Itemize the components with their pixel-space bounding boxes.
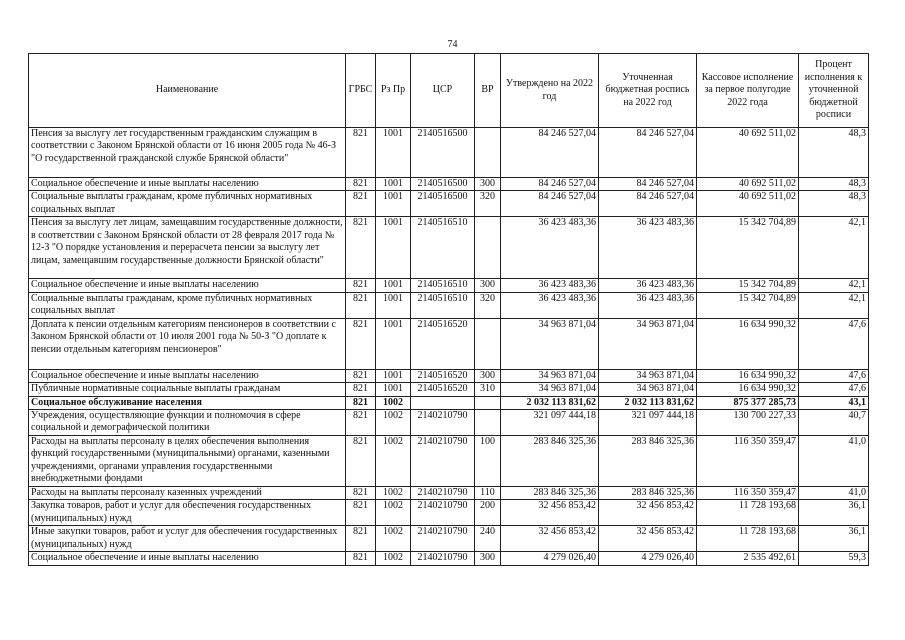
table-row xyxy=(29,396,869,409)
header-approved: Утверждено на 2022 год xyxy=(501,54,599,128)
cell-percent: 40,7 xyxy=(799,410,869,436)
cell-rzpr: 1001 xyxy=(376,318,411,369)
cell-vr xyxy=(475,410,501,436)
table-row xyxy=(29,318,869,369)
table-body xyxy=(29,128,869,566)
cell-csr: 2140210790 xyxy=(411,410,475,436)
cell-cash: 2 535 492,61 xyxy=(697,552,799,565)
cell-percent: 48,3 xyxy=(799,178,869,191)
cell-csr: 2140516510 xyxy=(411,292,475,318)
cell-rzpr: 1001 xyxy=(376,128,411,178)
cell-percent: 41,0 xyxy=(799,487,869,500)
cell-percent: 59,3 xyxy=(799,552,869,565)
cell-rzpr: 1002 xyxy=(376,396,411,409)
cell-vr xyxy=(475,318,501,369)
header-name: Наименование xyxy=(29,54,346,128)
cell-percent: 43,1 xyxy=(799,396,869,409)
cell-vr xyxy=(475,128,501,178)
cell-refined: 36 423 483,36 xyxy=(599,279,697,292)
cell-grbs: 821 xyxy=(346,410,376,436)
table-row xyxy=(29,436,869,487)
cell-cash: 130 700 227,33 xyxy=(697,410,799,436)
cell-approved: 283 846 325,36 xyxy=(501,436,599,487)
cell-name: Социальное обеспечение и иные выплаты населению xyxy=(29,178,346,191)
cell-cash: 11 728 193,68 xyxy=(697,500,799,526)
budget-table xyxy=(28,53,869,566)
cell-vr xyxy=(475,217,501,279)
cell-grbs: 821 xyxy=(346,217,376,279)
cell-csr: 2140210790 xyxy=(411,552,475,565)
cell-rzpr: 1001 xyxy=(376,383,411,396)
cell-csr: 2140516510 xyxy=(411,217,475,279)
cell-vr: 300 xyxy=(475,279,501,292)
cell-grbs: 821 xyxy=(346,436,376,487)
cell-vr: 300 xyxy=(475,369,501,382)
cell-grbs: 821 xyxy=(346,526,376,552)
cell-approved: 84 246 527,04 xyxy=(501,178,599,191)
cell-approved: 34 963 871,04 xyxy=(501,318,599,369)
cell-percent: 47,6 xyxy=(799,318,869,369)
cell-cash: 16 634 990,32 xyxy=(697,383,799,396)
cell-name: Учреждения, осуществляющие функции и полномочия в сфере социальной и демографической политики xyxy=(29,410,346,436)
cell-csr: 2140516500 xyxy=(411,128,475,178)
cell-approved: 84 246 527,04 xyxy=(501,191,599,217)
cell-rzpr: 1002 xyxy=(376,526,411,552)
cell-csr: 2140210790 xyxy=(411,500,475,526)
cell-csr: 2140210790 xyxy=(411,526,475,552)
cell-approved: 32 456 853,42 xyxy=(501,500,599,526)
cell-name: Социальные выплаты гражданам, кроме публичных нормативных социальных выплат xyxy=(29,191,346,217)
cell-vr: 200 xyxy=(475,500,501,526)
cell-vr: 310 xyxy=(475,383,501,396)
cell-approved: 321 097 444,18 xyxy=(501,410,599,436)
cell-grbs: 821 xyxy=(346,279,376,292)
cell-percent: 42,1 xyxy=(799,292,869,318)
cell-refined: 84 246 527,04 xyxy=(599,128,697,178)
cell-name: Социальные выплаты гражданам, кроме публичных нормативных социальных выплат xyxy=(29,292,346,318)
table-row xyxy=(29,487,869,500)
table-row xyxy=(29,217,869,279)
header-csr: ЦСР xyxy=(411,54,475,128)
cell-grbs: 821 xyxy=(346,552,376,565)
cell-rzpr: 1002 xyxy=(376,552,411,565)
cell-approved: 36 423 483,36 xyxy=(501,217,599,279)
cell-name: Закупка товаров, работ и услуг для обеспечения государственных (муниципальных) нужд xyxy=(29,500,346,526)
header-grbs: ГРБС xyxy=(346,54,376,128)
cell-rzpr: 1001 xyxy=(376,191,411,217)
cell-grbs: 821 xyxy=(346,383,376,396)
cell-name: Доплата к пенсии отдельным категориям пенсионеров в соответствии с Законом Брянской области от 10 июля 2001 года № 50-З "О доплате к пенсии отдельным категориям пенсионеров" xyxy=(29,318,346,369)
cell-percent: 47,6 xyxy=(799,369,869,382)
cell-approved: 36 423 483,36 xyxy=(501,292,599,318)
cell-cash: 16 634 990,32 xyxy=(697,369,799,382)
cell-grbs: 821 xyxy=(346,487,376,500)
cell-percent: 48,3 xyxy=(799,191,869,217)
cell-csr: 2140516500 xyxy=(411,191,475,217)
cell-csr: 2140516520 xyxy=(411,318,475,369)
cell-name: Социальное обеспечение и иные выплаты населению xyxy=(29,369,346,382)
cell-percent: 47,6 xyxy=(799,383,869,396)
cell-approved: 34 963 871,04 xyxy=(501,369,599,382)
cell-csr: 2140210790 xyxy=(411,436,475,487)
cell-vr: 300 xyxy=(475,552,501,565)
cell-rzpr: 1001 xyxy=(376,279,411,292)
cell-grbs: 821 xyxy=(346,178,376,191)
cell-percent: 36,1 xyxy=(799,526,869,552)
cell-cash: 15 342 704,89 xyxy=(697,217,799,279)
cell-cash: 40 692 511,02 xyxy=(697,191,799,217)
cell-refined: 4 279 026,40 xyxy=(599,552,697,565)
cell-refined: 84 246 527,04 xyxy=(599,178,697,191)
cell-name: Пенсия за выслугу лет лицам, замещавшим государственные должности, в соответствии с Законом Брянской области от 28 февраля 2017 года № 12-З "О порядке установления и перерасчета пенсии за выслугу лет лицам, замещавшим государственные должности Брянской области" xyxy=(29,217,346,279)
cell-approved: 34 963 871,04 xyxy=(501,383,599,396)
header-percent: Процент исполнения к уточненной бюджетной росписи xyxy=(799,54,869,128)
cell-rzpr: 1002 xyxy=(376,410,411,436)
cell-cash: 15 342 704,89 xyxy=(697,279,799,292)
table-row xyxy=(29,178,869,191)
cell-cash: 40 692 511,02 xyxy=(697,128,799,178)
cell-grbs: 821 xyxy=(346,318,376,369)
cell-percent: 42,1 xyxy=(799,279,869,292)
cell-cash: 116 350 359,47 xyxy=(697,436,799,487)
cell-name: Социальное обслуживание населения xyxy=(29,396,346,409)
cell-refined: 32 456 853,42 xyxy=(599,500,697,526)
cell-approved: 283 846 325,36 xyxy=(501,487,599,500)
cell-rzpr: 1001 xyxy=(376,217,411,279)
cell-cash: 16 634 990,32 xyxy=(697,318,799,369)
cell-cash: 15 342 704,89 xyxy=(697,292,799,318)
cell-csr: 2140516500 xyxy=(411,178,475,191)
table-row xyxy=(29,191,869,217)
cell-rzpr: 1001 xyxy=(376,178,411,191)
header-vr: ВР xyxy=(475,54,501,128)
cell-vr: 240 xyxy=(475,526,501,552)
cell-approved: 2 032 113 831,62 xyxy=(501,396,599,409)
cell-grbs: 821 xyxy=(346,500,376,526)
table-row xyxy=(29,552,869,565)
cell-refined: 2 032 113 831,62 xyxy=(599,396,697,409)
header-cash: Кассовое исполнение за первое полугодие 2022 года xyxy=(697,54,799,128)
cell-csr: 2140516510 xyxy=(411,279,475,292)
cell-percent: 36,1 xyxy=(799,500,869,526)
cell-name: Публичные нормативные социальные выплаты гражданам xyxy=(29,383,346,396)
cell-rzpr: 1001 xyxy=(376,369,411,382)
cell-approved: 36 423 483,36 xyxy=(501,279,599,292)
table-header-row xyxy=(29,54,869,128)
cell-cash: 875 377 285,73 xyxy=(697,396,799,409)
cell-grbs: 821 xyxy=(346,191,376,217)
table-row xyxy=(29,500,869,526)
table-row xyxy=(29,526,869,552)
cell-name: Расходы на выплаты персоналу в целях обеспечения выполнения функций государственными (муниципальными) органами, казенными учреждениями, органами управления государственными внебюджетными фондами xyxy=(29,436,346,487)
cell-name: Социальное обеспечение и иные выплаты населению xyxy=(29,279,346,292)
cell-refined: 32 456 853,42 xyxy=(599,526,697,552)
table-row xyxy=(29,410,869,436)
cell-refined: 321 097 444,18 xyxy=(599,410,697,436)
cell-refined: 36 423 483,36 xyxy=(599,217,697,279)
cell-refined: 34 963 871,04 xyxy=(599,383,697,396)
cell-grbs: 821 xyxy=(346,369,376,382)
cell-csr: 2140516520 xyxy=(411,369,475,382)
header-rzpr: Рз Пр xyxy=(376,54,411,128)
cell-vr: 320 xyxy=(475,292,501,318)
cell-csr: 2140516520 xyxy=(411,383,475,396)
cell-percent: 41,0 xyxy=(799,436,869,487)
cell-vr: 320 xyxy=(475,191,501,217)
cell-csr xyxy=(411,396,475,409)
cell-refined: 36 423 483,36 xyxy=(599,292,697,318)
table-row xyxy=(29,383,869,396)
cell-cash: 116 350 359,47 xyxy=(697,487,799,500)
header-refined: Уточненная бюджетная роспись на 2022 год xyxy=(599,54,697,128)
cell-cash: 40 692 511,02 xyxy=(697,178,799,191)
cell-vr: 110 xyxy=(475,487,501,500)
cell-rzpr: 1002 xyxy=(376,436,411,487)
cell-rzpr: 1002 xyxy=(376,500,411,526)
cell-rzpr: 1002 xyxy=(376,487,411,500)
table-row xyxy=(29,369,869,382)
table-row xyxy=(29,292,869,318)
cell-refined: 283 846 325,36 xyxy=(599,436,697,487)
cell-csr: 2140210790 xyxy=(411,487,475,500)
cell-vr: 100 xyxy=(475,436,501,487)
cell-name: Расходы на выплаты персоналу казенных учреждений xyxy=(29,487,346,500)
cell-grbs: 821 xyxy=(346,396,376,409)
cell-cash: 11 728 193,68 xyxy=(697,526,799,552)
cell-grbs: 821 xyxy=(346,292,376,318)
table-row xyxy=(29,128,869,178)
cell-grbs: 821 xyxy=(346,128,376,178)
cell-approved: 84 246 527,04 xyxy=(501,128,599,178)
cell-name: Социальное обеспечение и иные выплаты населению xyxy=(29,552,346,565)
cell-rzpr: 1001 xyxy=(376,292,411,318)
cell-vr xyxy=(475,396,501,409)
cell-percent: 42,1 xyxy=(799,217,869,279)
cell-refined: 283 846 325,36 xyxy=(599,487,697,500)
cell-vr: 300 xyxy=(475,178,501,191)
cell-refined: 34 963 871,04 xyxy=(599,369,697,382)
cell-approved: 4 279 026,40 xyxy=(501,552,599,565)
cell-refined: 34 963 871,04 xyxy=(599,318,697,369)
cell-name: Пенсия за выслугу лет государственным гражданским служащим в соответствии с Законом Брянской области от 16 июня 2005 года № 46-З "О государственной гражданской службе Брянской области" xyxy=(29,128,346,178)
cell-approved: 32 456 853,42 xyxy=(501,526,599,552)
page-number: 74 xyxy=(447,39,458,50)
cell-name: Иные закупки товаров, работ и услуг для обеспечения государственных (муниципальных) нужд xyxy=(29,526,346,552)
cell-percent: 48,3 xyxy=(799,128,869,178)
cell-refined: 84 246 527,04 xyxy=(599,191,697,217)
table-row xyxy=(29,279,869,292)
